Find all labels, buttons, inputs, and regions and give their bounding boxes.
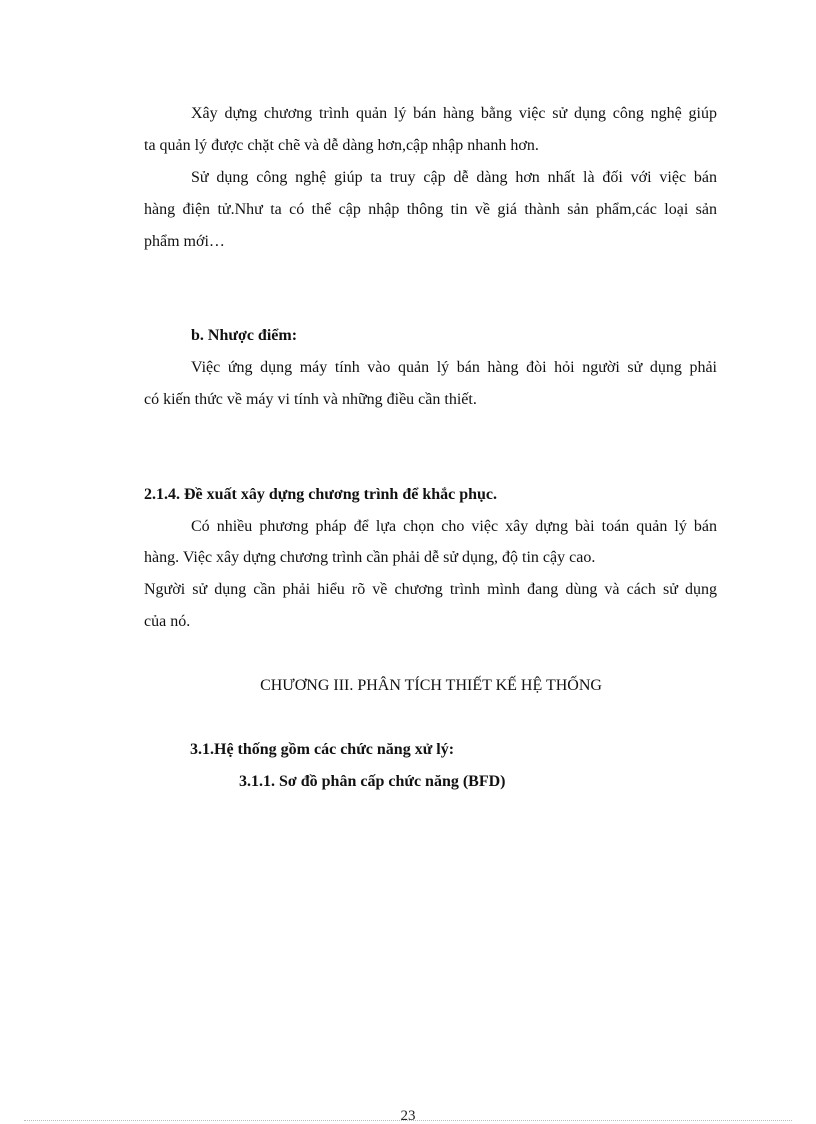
section-heading-3-1-1: 3.1.1. Sơ đồ phân cấp chức năng (BFD) [239, 773, 506, 790]
paragraph-line: Người sử dụng cần phải hiểu rõ về chương trình mình đang dùng và cách sử dụng [144, 581, 717, 598]
footer-divider [24, 1120, 792, 1121]
paragraph-line: hàng. Việc xây dựng chương trình cần phải dễ sử dụng, độ tin cậy cao. [144, 549, 596, 566]
paragraph-line: phẩm mới… [144, 233, 225, 250]
paragraph-line: Việc ứng dụng máy tính vào quản lý bán hàng đòi hỏi người sử dụng phải [191, 359, 717, 376]
paragraph-line: có kiến thức về máy vi tính và những điều cần thiết. [144, 391, 477, 408]
paragraph-line: Có nhiều phương pháp để lựa chọn cho việc xây dựng bài toán quản lý bán [191, 518, 717, 535]
subheading-disadvantages: b. Nhược điểm: [191, 327, 298, 344]
paragraph-line: Sử dụng công nghệ giúp ta truy cập dễ dàng hơn nhất là đối với việc bán [191, 169, 717, 186]
chapter-title: CHƯƠNG III. PHÂN TÍCH THIẾT KẾ HỆ THỐNG [260, 677, 602, 694]
section-heading-2-1-4: 2.1.4. Đề xuất xây dựng chương trình để khắc phục. [144, 486, 498, 503]
section-heading-3-1: 3.1.Hệ thống gồm các chức năng xử lý: [190, 741, 455, 758]
paragraph-line: Xây dựng chương trình quản lý bán hàng bằng việc sử dụng công nghệ giúp [191, 105, 717, 122]
paragraph-line: ta quản lý được chặt chẽ và dễ dàng hơn,cập nhập nhanh hơn. [144, 137, 539, 154]
page-number: 23 [400, 1108, 416, 1124]
paragraph-line: của nó. [144, 613, 191, 630]
paragraph-line: hàng điện tử.Như ta có thể cập nhập thông tin về giá thành sản phẩm,các loại sản [144, 201, 717, 218]
